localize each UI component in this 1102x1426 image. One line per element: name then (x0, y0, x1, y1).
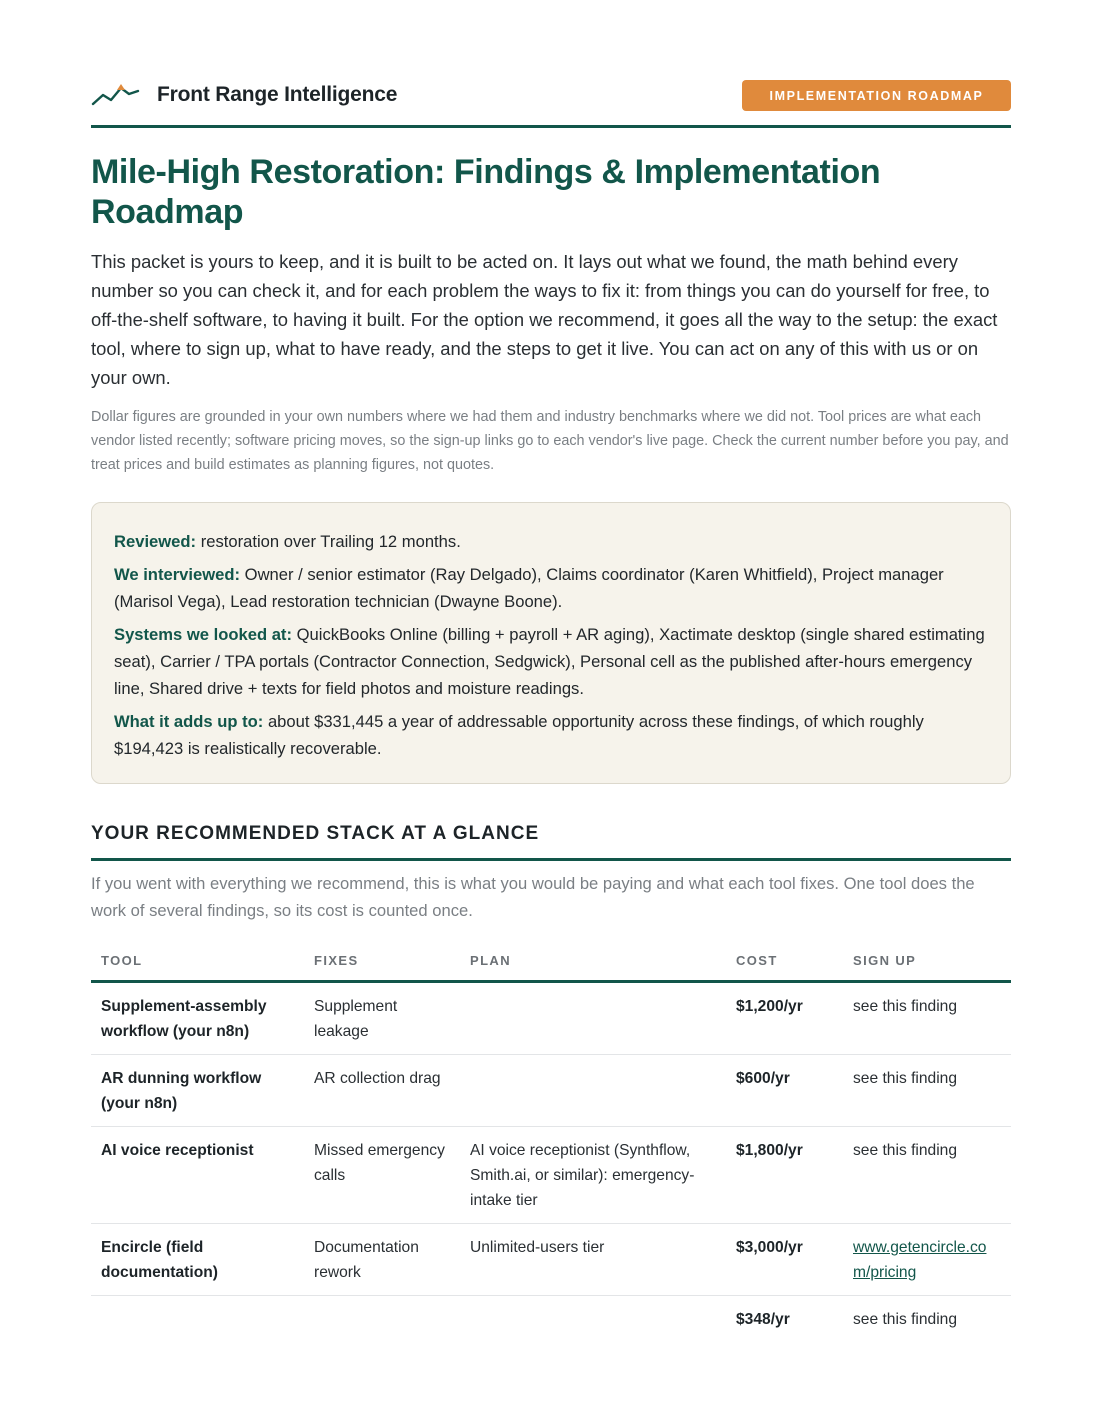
encircle-pricing-link[interactable]: www.getencircle.com/pricing (853, 1239, 987, 1281)
table-row (91, 1224, 1011, 1296)
cell-fixes: Supplement leakage (304, 982, 460, 1055)
cell-fixes: AR collection drag (304, 1055, 460, 1127)
pricing-note: Dollar figures are grounded in your own numbers where we had them and industry benchmarks where we did not. Tool prices are what each vendor listed recently; software pricing moves, so the sign-up links go to each vendor's live page. Check the current number before you pay, and treat prices and build estimates as planning figures, not quotes. (91, 409, 1009, 473)
summary-total (114, 708, 988, 762)
summary-total-label: What it adds up to: (114, 712, 264, 731)
table-row (91, 982, 1011, 1055)
cell-fixes: Missed emergency calls (304, 1127, 460, 1224)
cell-tool: Encircle (field documentation) (91, 1224, 304, 1296)
table-row (91, 1055, 1011, 1127)
summary-interviewed (114, 561, 988, 615)
cell-cost: $600/yr (726, 1055, 843, 1127)
header-divider (91, 125, 1011, 128)
cell-signup (843, 1224, 1011, 1296)
cell-tool: Supplement-assembly workflow (your n8n) (91, 982, 304, 1055)
table-header-row (91, 942, 1011, 982)
summary-interviewed-text: Owner / senior estimator (Ray Delgado), Claims coordinator (Karen Whitfield), Project manager (Marisol Vega), Lead restoration technician (Dwayne Boone). (114, 565, 944, 611)
table-row (91, 1127, 1011, 1224)
cell-signup: see this finding (843, 1055, 1011, 1127)
column-header-tool: TOOL (91, 942, 304, 982)
cell-tool (91, 1296, 304, 1343)
cell-signup: see this finding (853, 1311, 958, 1328)
cell-cost: $1,800/yr (726, 1127, 843, 1224)
cell-signup: see this finding (843, 982, 1011, 1055)
summary-interviewed-label: We interviewed: (114, 565, 241, 584)
column-header-cost: COST (726, 942, 843, 982)
cell-plan: Unlimited-users tier (460, 1224, 726, 1296)
section-title-stack: YOUR RECOMMENDED STACK AT A GLANCE (91, 823, 540, 844)
summary-reviewed-label: Reviewed: (114, 532, 197, 551)
intro-paragraph: This packet is yours to keep, and it is built to be acted on. It lays out what we found, the math behind every number so you can check it, and for each problem the ways to fix it: from things you can do yourself for free, to off-the-shelf software, to having it built. For the option we recommend, it goes all the way to the setup: the exact tool, where to sign up, what to have ready, and the steps to get it live. You can act on any of this with us or on your own. (91, 251, 998, 388)
cell-cost: $348/yr (736, 1311, 790, 1328)
cell-plan: AI voice receptionist (Synthflow, Smith.ai, or similar): emergency-intake tier (460, 1127, 726, 1224)
brand-name: Front Range Intelligence (157, 83, 398, 106)
section-description: If you went with everything we recommend, this is what you would be paying and what each tool fixes. One tool does the work of several findings, so its cost is counted once. (91, 874, 975, 920)
cell-tool: AI voice receptionist (91, 1127, 304, 1224)
cell-fixes (304, 1296, 460, 1343)
cell-tool: AR dunning workflow (your n8n) (91, 1055, 304, 1127)
summary-systems (114, 621, 988, 702)
cell-fixes: Documentation rework (304, 1224, 460, 1296)
summary-systems-text: QuickBooks Online (billing + payroll + AR aging), Xactimate desktop (single shared estimating seat), Carrier / TPA portals (Contractor Connection, Sedgwick), Personal cell as the published after-hours emergency line, Shared drive + texts for field photos and moisture readings. (114, 625, 985, 698)
cell-plan (460, 982, 726, 1055)
cell-plan (460, 1055, 726, 1127)
engagement-summary-box (91, 502, 1011, 784)
cell-signup: see this finding (843, 1127, 1011, 1224)
summary-reviewed-text: restoration over Trailing 12 months. (200, 532, 461, 551)
recommended-stack-table (91, 942, 1011, 1342)
table-row (91, 1296, 1011, 1343)
column-header-fixes: FIXES (304, 942, 460, 982)
column-header-signup: SIGN UP (843, 942, 1011, 982)
section-divider (91, 858, 1011, 861)
cell-plan (460, 1296, 726, 1343)
summary-systems-label: Systems we looked at: (114, 625, 292, 644)
summary-reviewed (114, 528, 988, 555)
header (91, 78, 1011, 112)
mountain-logo-icon (91, 80, 141, 108)
summary-total-text: about $331,445 a year of addressable opportunity across these findings, of which roughly $194,423 is realistically recoverable. (114, 712, 924, 758)
page-title: Mile-High Restoration: Findings & Implementation Roadmap (91, 153, 881, 231)
column-header-plan: PLAN (460, 942, 726, 982)
cell-cost: $3,000/yr (726, 1224, 843, 1296)
cell-cost: $1,200/yr (726, 982, 843, 1055)
document-type-badge: IMPLEMENTATION ROADMAP (742, 80, 1011, 111)
